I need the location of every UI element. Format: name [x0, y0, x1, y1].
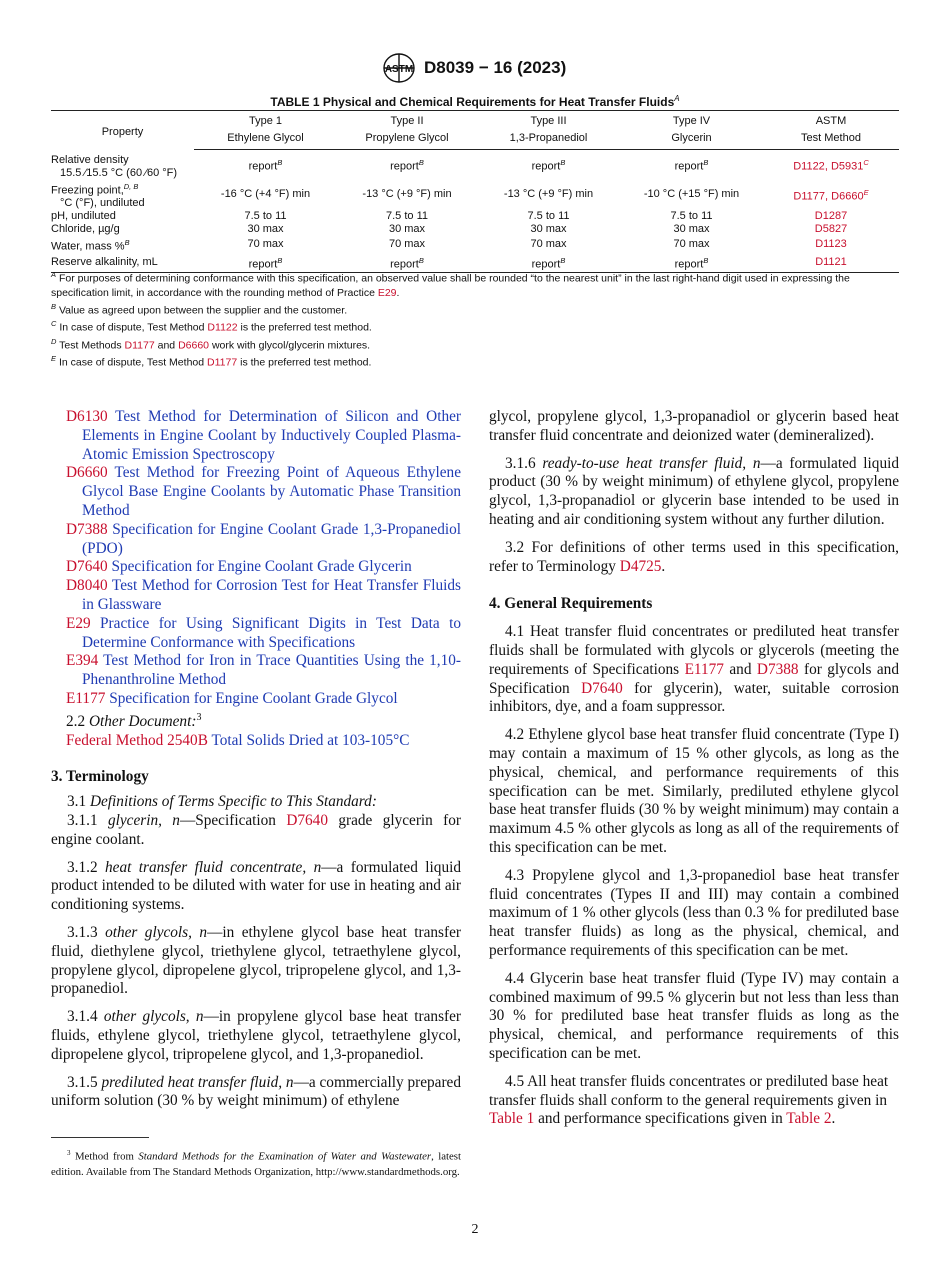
value-cell: 70 max — [530, 238, 567, 251]
table-row — [51, 210, 899, 223]
value-cell: 7.5 to 11 — [244, 210, 287, 223]
value-cell: report$^B$ — [477, 254, 620, 273]
left-column — [51, 408, 462, 1111]
table-note-c: $^C$ In case of dispute, Test Method D1122 is the preferred test method. — [51, 319, 372, 334]
value-cell: 70 max — [673, 238, 710, 251]
header-fluid-3: 1,3-Propanediol — [477, 128, 620, 150]
paragraph-3-1-5-continued: glycol, propylene glycol, 1,3-propanadiol or glycerin based heat transfer fluid concentrate and deionized water (demineralized). — [489, 408, 899, 444]
link-e1177[interactable]: E1177 — [684, 660, 724, 678]
footnote-3: $^3$ Method from Standard Methods for the Examination of Water and Wastewater, latest edition. Available from The Standard Methods Organization, http://www.standardmethods.org. — [51, 1149, 462, 1178]
link-d7640[interactable]: D7640 — [581, 679, 623, 697]
method-link[interactable]: D1123 — [815, 238, 847, 251]
header-fluid-4: Glycerin — [620, 128, 763, 150]
value-cell: -13 °C (+9 °F) min — [362, 188, 452, 201]
table-row — [51, 180, 899, 211]
paragraph-4-4: 4.4 Glycerin base heat transfer fluid (Type IV) may contain a combined maximum of 99.5 % glycerin but not less than less than 30 % for prediluted base heat transfer fluids as long as the physical, chemical, and performance requirements of this specification can be met. — [489, 969, 899, 1062]
header-type-4: Type IV — [672, 115, 711, 127]
table-row — [51, 223, 899, 236]
property-cell: Relative density 15.5 ⁄15.5 °C (60 ⁄60 °F) — [51, 153, 178, 179]
value-cell: -16 °C (+4 °F) min — [220, 188, 311, 201]
value-cell: 30 max — [530, 223, 567, 236]
header-type-1: Type 1 — [248, 115, 283, 127]
paragraph-3-2: 3.2 For definitions of other terms used in this specification, refer to Terminology D4725. — [489, 538, 899, 575]
paragraph-3-1-3: 3.1.3 other glycols, n—in ethylene glycol base heat transfer fluid, diethylene glycol, triethylene glycol, tetraethylene glycol, propylene glycol, dipropelene glycol, tripropelene glycol, and 1,3-propanediol. — [51, 924, 461, 998]
paragraph-3-1: 3.1 Definitions of Terms Specific to This Standard: — [67, 793, 377, 811]
value-cell: report$^B$ — [674, 157, 709, 173]
section-4-heading: 4. General Requirements — [489, 595, 653, 613]
paragraph-3-1-5: 3.1.5 prediluted heat transfer fluid, n—a commercially prepared uniform solution (30 % by weight minimum) of ethylene — [51, 1073, 461, 1110]
property-cell: Freezing point,$^{D, B}$ °C (°F), undiluted — [51, 181, 145, 210]
table-caption: TABLE 1 Physical and Chemical Requirements for Heat Transfer Fluids$^A$ — [270, 94, 680, 109]
table-note-e: $^E$ In case of dispute, Test Method D1177 is the preferred test method. — [51, 354, 372, 369]
link-d6660[interactable]: D6660 — [178, 339, 210, 351]
method-link[interactable]: D6660 — [831, 190, 864, 203]
header-type-3: Type III — [530, 115, 567, 127]
link-d1177[interactable]: D1177 — [207, 356, 238, 369]
reference-item[interactable]: D7388 Specification for Engine Coolant Grade 1,3-Propanediol (PDO) — [66, 520, 461, 557]
property-cell: Reserve alkalinity, mL — [51, 254, 194, 273]
paragraph-4-3: 4.3 Propylene glycol and 1,3-propanediol base heat transfer fluid concentrates (Types II and III) may contain a combined maximum of 1 % other glycols (less than 0.3 % for prediluted base heat transfer fluids) as long as the physical, chemical, and performance requirements of this specification can be met. — [489, 866, 899, 959]
table-row — [51, 150, 899, 180]
link-d7388[interactable]: D7388 — [756, 660, 799, 678]
method-link[interactable]: D1122 — [793, 160, 825, 173]
reference-item[interactable]: E394 Test Method for Iron in Trace Quantities Using the 1,10-Phenanthroline Method — [66, 652, 461, 689]
header-type-2: Type II — [390, 115, 424, 127]
header-astm: ASTM — [815, 115, 847, 127]
reference-item[interactable]: Federal Method 2540B Total Solids Dried at 103-105°C — [66, 731, 410, 749]
header-fluid-2: Propylene Glycol — [337, 128, 477, 150]
paragraph-3-1-1: 3.1.1 glycerin, n—Specification D7640 grade glycerin for engine coolant. — [51, 812, 462, 848]
table-note-b: $^B$ Value as agreed upon between the supplier and the customer. — [51, 301, 348, 316]
link-d1122[interactable]: D1122 — [207, 321, 238, 334]
astm-logo-icon — [381, 52, 417, 84]
method-cell: D1122, $D5931^C$ — [793, 157, 869, 173]
method-link[interactable]: D5827 — [814, 223, 848, 236]
value-cell: 70 max — [247, 238, 284, 251]
value-cell: 30 max — [247, 223, 284, 236]
property-cell: Water, mass %$^B$ — [51, 238, 130, 253]
value-cell: 30 max — [673, 223, 710, 236]
paragraph-3-1-4: 3.1.4 other glycols, n—in propylene glycol base heat transfer fluids, ethylene glycol, triethylene glycol, tetraethylene glycol, dipropelene glycol, tripropelene glycol, and 1,3-propanediol. — [51, 1008, 461, 1063]
link-d4725[interactable]: D4725 — [619, 557, 662, 575]
reference-item[interactable]: D8040 Test Method for Corrosion Test for Heat Transfer Fluids in Glassware — [66, 577, 461, 613]
value-cell: 7.5 to 11 — [527, 210, 570, 223]
paragraph-4-2: 4.2 Ethylene glycol base heat transfer fluid concentrate (Type I) may contain a maximum of 15 % other glycols, as long as the physical, chemical, and performance requirements of this specification can be met. Similarly, prediluted ethylene glycol base heat transfer fluids (30 % by weight minimum) may contain a maximum 4.5 % other glycols as long as all of the requirements of this specification can be met. — [489, 726, 900, 856]
table-row — [51, 236, 899, 254]
other-document-heading: 2.2 Other Document:$^3$ — [66, 711, 202, 730]
method-cell: D1177, $D6660^E$ — [793, 188, 869, 203]
value-cell: 70 max — [388, 238, 426, 251]
logo-text: ASTM — [384, 64, 414, 75]
table-note-a: $^A$ For purposes of determining conformance with this specification, an observed value shall be rounded “to the nearest unit” in the last right-hand digit used in expressing the specification limit, in accordance with the rounding method of Practice E29. — [51, 270, 850, 299]
link-table-2[interactable]: Table 2 — [786, 1110, 832, 1128]
value-cell: report$^B$ — [390, 157, 424, 173]
reference-item[interactable]: E1177 Specification for Engine Coolant Grade Glycol — [66, 689, 398, 707]
header-test-method: Test Method — [763, 128, 899, 150]
page-number: 2 — [471, 1222, 479, 1237]
table-footnotes — [51, 268, 901, 370]
header-fluid-1: Ethylene Glycol — [194, 128, 337, 150]
method-link[interactable]: D1121 — [763, 254, 899, 273]
value-cell: 30 max — [388, 223, 426, 236]
header-property: Property — [101, 125, 144, 138]
property-cell: Chloride, µg/g — [51, 223, 120, 236]
requirements-table — [51, 110, 899, 273]
value-cell: report$^B$ — [620, 254, 763, 273]
value-cell: report$^B$ — [194, 254, 337, 273]
link-e29[interactable]: E29 — [377, 286, 397, 299]
section-3-heading: 3. Terminology — [51, 768, 149, 786]
property-cell: pH, undiluted — [51, 210, 116, 223]
page-header — [0, 52, 950, 88]
document-designation: D8039 − 16 (2023) — [424, 58, 567, 77]
reference-item[interactable]: E29 Practice for Using Significant Digits in Test Data to Determine Conformance with Specifications — [66, 614, 461, 651]
value-cell: 7.5 to 11 — [670, 210, 713, 223]
method-link[interactable]: D5931 — [830, 160, 864, 173]
paragraph-3-1-6: 3.1.6 ready-to-use heat transfer fluid, n—a formulated liquid product (30 % by weight minimum) of ethylene glycol, propylene glycol, 1,3-propanadiol or glycerin base intended to be used in heating and air conditioning system without any further dilution. — [489, 454, 899, 528]
reference-item[interactable]: D6130 Test Method for Determination of Silicon and Other Elements in Engine Coolant by Inductively Coupled Plasma-Atomic Emission Spectroscopy — [66, 408, 461, 463]
reference-item[interactable]: D6660 Test Method for Freezing Point of Aqueous Ethylene Glycol Base Engine Coolants by Automatic Phase Transition Method — [66, 464, 461, 519]
paragraph-4-5: 4.5 All heat transfer fluids concentrates or prediluted base heat transfer fluids shall conform to the general requirements given in Table 1 and performance specifications given in Table 2. — [489, 1072, 889, 1128]
link-d1177[interactable]: D1177 — [124, 339, 155, 351]
right-column — [489, 408, 899, 1129]
reference-item[interactable]: D7640 Specification for Engine Coolant Grade Glycerin — [66, 558, 412, 576]
value-cell: 7.5 to 11 — [386, 210, 428, 223]
paragraph-3-1-2: 3.1.2 heat transfer fluid concentrate, n—a formulated liquid product intended to be diluted with water for use in heating and air conditioning systems. — [51, 858, 461, 914]
value-cell: -10 °C (+15 °F) min — [643, 188, 740, 201]
footnote-divider — [51, 1137, 149, 1138]
paragraph-4-1: 4.1 Heat transfer fluid concentrates or prediluted heat transfer fluids shall be formulated with glycols or glycerols (meeting the requirements of Specifications E1177 and D7388 for glycols and Specification D7640 for glycerin), water, suitable corrosion inhibitors, dye, and a foam suppressor. — [489, 623, 899, 716]
value-cell: -13 °C (+9 °F) min — [503, 188, 594, 201]
method-link[interactable]: D1287 — [814, 210, 848, 223]
value-cell: report$^B$ — [248, 157, 283, 173]
table-note-d: $^D$ Test Methods D1177 and D6660 work with glycol/glycerin mixtures. — [51, 336, 371, 351]
link-d7640[interactable]: D7640 — [286, 812, 328, 830]
link-table-1[interactable]: Table 1 — [489, 1110, 535, 1128]
value-cell: report$^B$ — [337, 254, 477, 273]
value-cell: report$^B$ — [531, 157, 566, 173]
method-link[interactable]: D1177 — [793, 190, 826, 203]
